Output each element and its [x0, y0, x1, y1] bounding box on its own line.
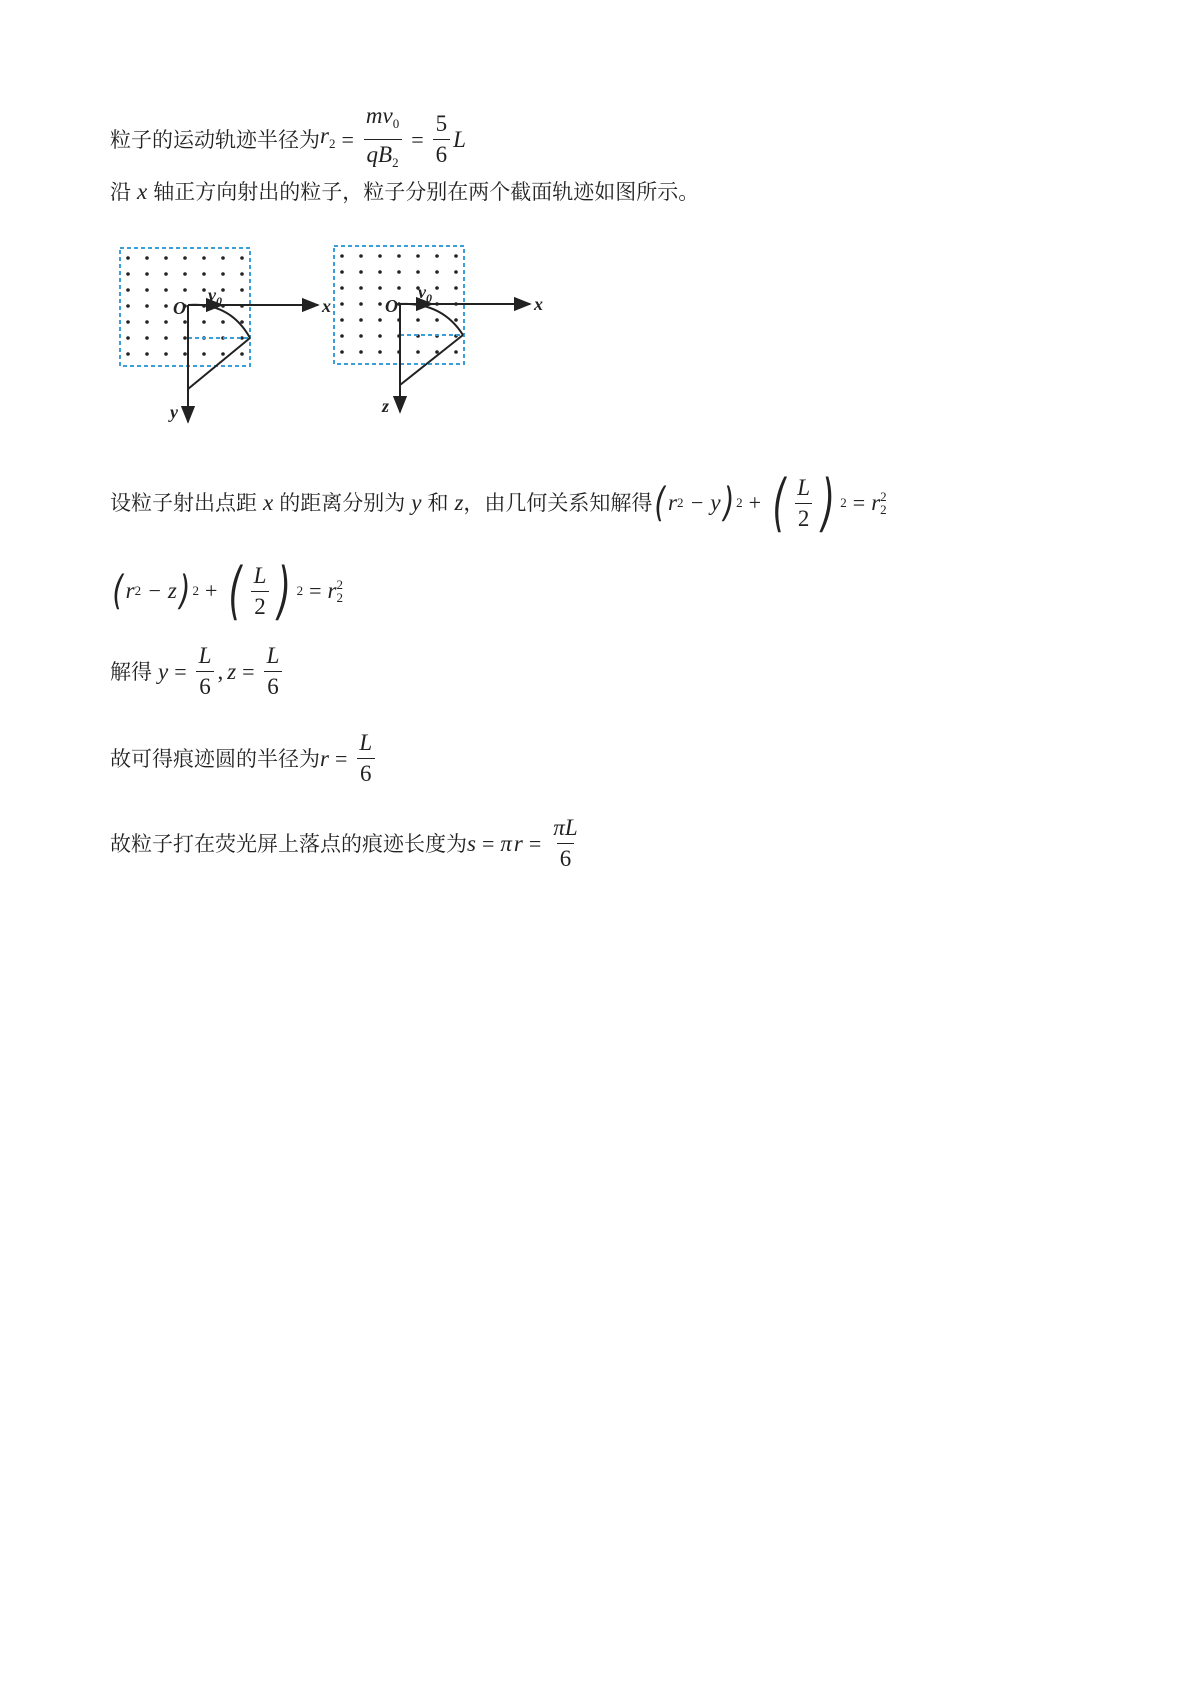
field-dot	[183, 352, 187, 356]
field-dot	[378, 270, 382, 274]
y-variable: y	[158, 658, 169, 684]
y-axis-label-left: y	[170, 402, 178, 422]
field-dot	[397, 254, 401, 258]
field-dot	[145, 272, 149, 276]
solve-text: 解得	[110, 659, 152, 684]
origin-label-left: O	[173, 298, 186, 318]
field-dot	[145, 336, 149, 340]
field-dot	[378, 286, 382, 290]
field-dot	[435, 286, 439, 290]
text-4: ，由几何关系知解得	[463, 491, 653, 515]
field-dot	[164, 336, 168, 340]
radius-text: 粒子的运动轨迹半径为	[110, 127, 320, 152]
left-panel	[120, 248, 331, 422]
field-dot	[359, 270, 363, 274]
field-dot	[435, 254, 439, 258]
field-dot	[454, 318, 458, 322]
field-dot	[183, 256, 187, 260]
field-dot	[221, 288, 225, 292]
z-axis-label-right: z	[382, 396, 390, 416]
x-variable: x	[263, 490, 274, 515]
field-dot	[378, 350, 382, 354]
field-dot	[240, 352, 244, 356]
field-dot	[397, 270, 401, 274]
field-dot	[126, 256, 130, 260]
field-dot	[378, 334, 382, 338]
field-dot	[145, 304, 149, 308]
field-dot	[145, 256, 149, 260]
field-dot	[378, 302, 382, 306]
text-post: 轴正方向射出的粒子，粒子分别在两个截面轨迹如图所示。	[153, 180, 700, 204]
chord-left	[188, 338, 250, 389]
L-over-6-fraction: $\frac{L}{6}$	[264, 644, 283, 699]
equals-sign: =	[411, 126, 424, 152]
field-dot	[183, 288, 187, 292]
field-dot	[454, 350, 458, 354]
pi-symbol: π	[500, 830, 512, 856]
field-dot	[435, 350, 439, 354]
field-dot	[359, 254, 363, 258]
field-dot	[183, 320, 187, 324]
field-dot	[240, 272, 244, 276]
trajectory-figure	[110, 240, 570, 430]
field-dot	[340, 286, 344, 290]
field-dot	[164, 304, 168, 308]
r-variable: r	[320, 745, 329, 771]
field-dot	[126, 336, 130, 340]
z-variable: z	[227, 658, 237, 684]
field-dot	[397, 286, 401, 290]
field-dot	[221, 320, 225, 324]
field-dot	[378, 254, 382, 258]
field-dot	[164, 256, 168, 260]
field-dot	[454, 270, 458, 274]
trace-radius-text: 故可得痕迹圆的半径为	[110, 746, 320, 771]
text-pre: 沿	[110, 180, 131, 204]
field-dot	[164, 288, 168, 292]
field-dot	[340, 318, 344, 322]
field-dot	[202, 272, 206, 276]
field-dot	[378, 318, 382, 322]
L-over-6-fraction: $\frac{L}{6}$	[196, 644, 215, 699]
equation-y: ( r 2 − y ) 2 + ( $\frac{L}{2}$ ) 2 = r 2 2	[654, 466, 887, 539]
field-dot	[435, 318, 439, 322]
field-dot	[240, 256, 244, 260]
geometry-line	[110, 466, 887, 539]
field-dot	[126, 320, 130, 324]
trajectory-arc-right	[400, 304, 463, 335]
five-sixths-fraction: $\frac{5}{6}$	[433, 112, 451, 167]
mv-over-qb-fraction: $\frac{mv_0}{qB_2}$	[363, 104, 402, 175]
field-dot	[183, 272, 187, 276]
field-dot	[164, 272, 168, 276]
description-line	[110, 178, 699, 206]
origin-label-right: O	[385, 296, 398, 316]
equals-sign: =	[341, 126, 354, 152]
field-dot	[164, 320, 168, 324]
field-dot	[359, 302, 363, 306]
equation-z: ( r 2 − z ) 2 + ( $\frac{L}{2}$ ) 2 = r 2 2	[112, 554, 343, 627]
x-axis-label-right: x	[534, 294, 543, 314]
trace-length-line: 故粒子打在荧光屏上落点的痕迹长度为 s = π r = $\frac{\pi L}{6}$	[110, 816, 584, 871]
field-dot	[416, 254, 420, 258]
field-dot	[359, 350, 363, 354]
field-dot	[416, 318, 420, 322]
field-dot	[221, 272, 225, 276]
field-dot	[454, 254, 458, 258]
field-dot	[416, 270, 420, 274]
field-dot	[340, 270, 344, 274]
field-dot	[202, 352, 206, 356]
trace-length-text: 故粒子打在荧光屏上落点的痕迹长度为	[110, 831, 467, 856]
solution-line: 解得 y = $\frac{L}{6}$ , z = $\frac{L}{6}$	[110, 644, 285, 699]
velocity-label-right: $v_0$	[418, 282, 432, 305]
field-dot	[126, 304, 130, 308]
field-dot	[454, 286, 458, 290]
s-variable: s	[467, 830, 476, 856]
field-dot	[416, 350, 420, 354]
chord-right	[400, 335, 463, 385]
field-dot	[145, 352, 149, 356]
pi-L-over-6-fraction: $\frac{\pi L}{6}$	[553, 815, 578, 871]
field-dot	[221, 352, 225, 356]
x-variable: x	[137, 179, 148, 204]
radius-formula-line	[110, 104, 466, 175]
text-1: 设粒子射出点距	[110, 491, 257, 515]
field-dot	[240, 288, 244, 292]
field-dot	[202, 288, 206, 292]
field-dot	[359, 318, 363, 322]
text-2: 的距离分别为	[279, 491, 406, 515]
field-dot	[221, 256, 225, 260]
field-dot	[340, 254, 344, 258]
z-variable: z	[454, 490, 464, 515]
field-dot	[359, 286, 363, 290]
field-dot	[183, 336, 187, 340]
equation-z-line	[110, 554, 343, 627]
field-dot	[340, 302, 344, 306]
field-dot	[126, 272, 130, 276]
r-variable: r	[513, 830, 523, 856]
field-dot	[202, 256, 206, 260]
field-dot	[145, 320, 149, 324]
field-dot	[359, 334, 363, 338]
right-panel	[334, 246, 543, 416]
field-dot	[145, 288, 149, 292]
field-dot	[340, 334, 344, 338]
r2-symbol: $r_2$	[320, 122, 336, 151]
trace-radius-line: 故可得痕迹圆的半径为 r = $\frac{L}{6}$	[110, 731, 378, 786]
text-3: 和	[427, 491, 449, 515]
y-variable: y	[411, 490, 422, 515]
field-dot	[435, 270, 439, 274]
velocity-label-left: $v_0$	[208, 285, 222, 308]
x-axis-label-left: x	[322, 296, 331, 316]
L-symbol: L	[453, 126, 466, 152]
field-dot	[202, 320, 206, 324]
field-dot	[164, 352, 168, 356]
field-dot	[340, 350, 344, 354]
field-dot	[126, 352, 130, 356]
field-dot	[126, 288, 130, 292]
L-over-6-fraction: $\frac{L}{6}$	[356, 731, 375, 786]
